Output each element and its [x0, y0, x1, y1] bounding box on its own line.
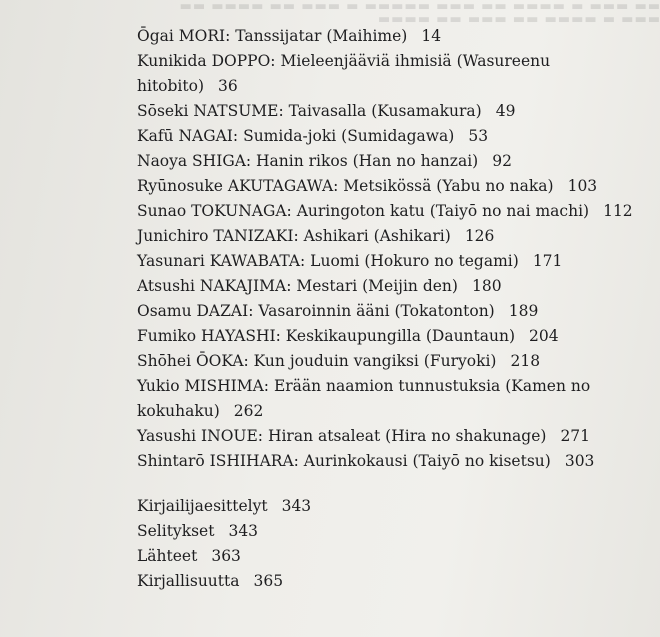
toc-entry [137, 449, 660, 474]
toc-entry-page: 112 [603, 202, 633, 220]
toc-entry-page: 103 [567, 177, 598, 195]
toc-entry-page: 218 [510, 352, 541, 370]
appendix-entry-title: Kirjailijaesittelyt [137, 497, 268, 515]
toc-entry-page: 189 [508, 302, 539, 320]
appendix-entry-title: Selitykset [137, 522, 215, 540]
toc-entry-title: Fumiko HAYASHI: Keskikaupungilla (Dauntaun) [137, 327, 516, 345]
appendix-entry [137, 494, 660, 519]
toc-entry [137, 24, 660, 49]
toc-entry-page: 92 [492, 152, 512, 170]
toc-entry-title: Junichiro TANIZAKI: Ashikari (Ashikari) [137, 227, 451, 245]
toc-entry-page: 180 [471, 277, 502, 295]
toc-entry-page: 171 [532, 252, 563, 270]
toc-entry-title: Shintarō ISHIHARA: Aurinkokausi (Taiyō no kisetsu) [137, 452, 551, 470]
appendix-entry [137, 544, 660, 569]
toc-entry-page: 262 [233, 402, 264, 420]
toc-entry-title: Sōseki NATSUME: Taivasalla (Kusamakura) [137, 102, 482, 120]
toc-entry-title: Osamu DAZAI: Vasaroinnin ääni (Tokatonton) [137, 302, 495, 320]
toc-entry [137, 374, 637, 424]
toc-entry [137, 174, 660, 199]
toc-entry-title: Shōhei ŌOKA: Kun jouduin vangiksi (Furyoki) [137, 352, 497, 370]
toc-entry-title: Kafū NAGAI: Sumida-joki (Sumidagawa) [137, 127, 455, 145]
toc-entry-title: Naoya SHIGA: Hanin rikos (Han no hanzai) [137, 152, 479, 170]
appendix-entry-page: 365 [253, 572, 284, 590]
toc-entry [137, 324, 660, 349]
appendix-entry [137, 569, 660, 594]
toc-entry [137, 424, 660, 449]
toc-entry-title: Ryūnosuke AKUTAGAWA: Metsikössä (Yabu no naka) [137, 177, 554, 195]
toc-entry-title: Atsushi NAKAJIMA: Mestari (Meijin den) [137, 277, 458, 295]
toc-entry-page: 14 [421, 27, 442, 45]
toc-entry [137, 99, 660, 124]
appendix-entry-page: 343 [228, 522, 259, 540]
toc-entry-title: Yukio MISHIMA: Erään naamion tunnustuksia (Kamen no kokuhaku) [137, 377, 591, 420]
toc-entry [137, 49, 637, 99]
toc-entry [137, 349, 660, 374]
toc-entry [137, 249, 660, 274]
toc-entry [137, 299, 660, 324]
show-through-texture: ▬▬ ▬▬▬ ▬ ▬▬▬▬ ▬▬ ▬▬▬ ▬▬▬▬▬ ▬ ▬▬▬ ▬▬ ▬▬▬▬ ▬▬ ▬▬▬ ▬ ▬▬▬▬ ▬▬ ▬▬▬ ▬▬ ▬▬▬▬ [178, 0, 660, 26]
toc-entry [137, 149, 660, 174]
toc-entry-title: Kunikida DOPPO: Mieleenjääviä ihmisiä (Wasureenu hitobito) [137, 52, 551, 95]
toc-entry-page: 49 [495, 102, 516, 120]
toc-entry-page: 204 [529, 327, 559, 345]
toc-entry-page: 126 [464, 227, 495, 245]
toc-entry-page: 53 [468, 127, 489, 145]
table-of-contents [137, 24, 660, 594]
appendix-entry-page: 363 [211, 547, 241, 565]
toc-entry [137, 199, 660, 224]
appendix-entry [137, 519, 660, 544]
toc-entry-page: 36 [218, 77, 238, 95]
toc-entry-title: Yasunari KAWABATA: Luomi (Hokuro no tegami) [137, 252, 519, 270]
appendix-entry-page: 343 [281, 497, 312, 515]
toc-entry [137, 224, 660, 249]
toc-entry-page: 303 [564, 452, 595, 470]
appendix-entry-title: Lähteet [137, 547, 198, 565]
appendix-entry-title: Kirjallisuutta [137, 572, 240, 590]
section-gap [137, 474, 660, 494]
toc-entry-title: Sunao TOKUNAGA: Auringoton katu (Taiyō no nai machi) [137, 202, 590, 220]
toc-entry [137, 274, 660, 299]
toc-entry-title: Ōgai MORI: Tanssijatar (Maihime) [137, 27, 408, 45]
toc-entry-page: 271 [560, 427, 591, 445]
toc-entry [137, 124, 660, 149]
toc-entry-title: Yasushi INOUE: Hiran atsaleat (Hira no shakunage) [137, 427, 547, 445]
